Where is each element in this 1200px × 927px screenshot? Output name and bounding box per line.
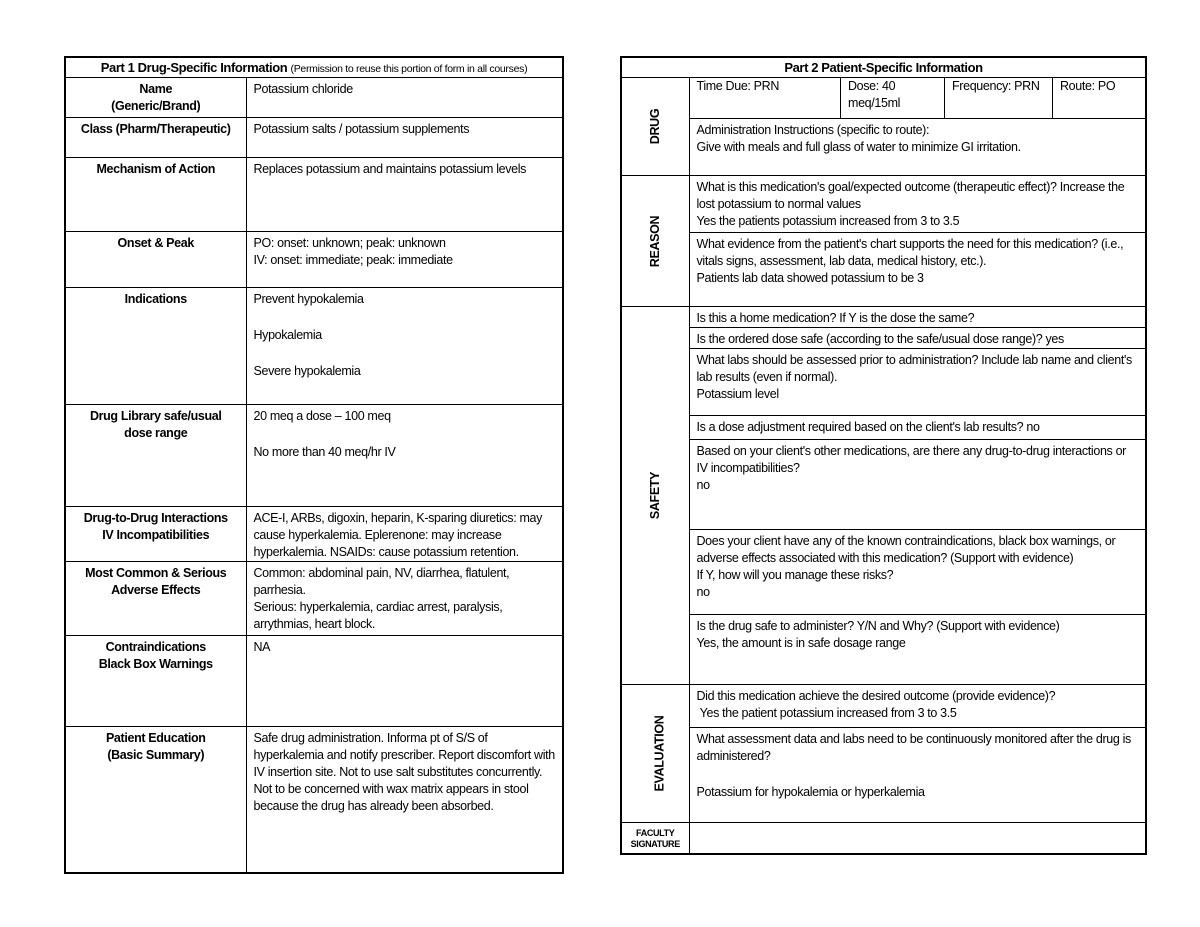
text-line: Is the drug safe to administer? Y/N and Why? (Support with evidence) [696, 619, 1060, 633]
text-line: Potassium for hypokalemia or hyperkalemia [696, 785, 925, 799]
label-class: Class (Pharm/Therapeutic) [65, 118, 246, 158]
home-med-field[interactable]: Is this a home medication? If Y is the dose the same? [689, 307, 1146, 328]
text-line: What labs should be assessed prior to administration? Include lab name and client's lab results (even if normal). [696, 353, 1136, 384]
label-patient-education: Patient Education (Basic Summary) [65, 727, 246, 873]
part1-header [65, 57, 563, 78]
value-interactions[interactable] [246, 507, 563, 562]
text-line: Administration Instructions (specific to route): [696, 123, 930, 137]
outcome-field[interactable] [689, 685, 1146, 728]
text-line: Safe drug administration. Informa pt of S/S of hyperkalemia and notify prescriber. Report discomfort with IV insertion site. Not to use salt substitutes concurrently. Not to be concerned with wax matrix appears in stool because the drug has already been absorbed. [253, 731, 558, 813]
frequency-field[interactable]: Frequency: PRN [945, 78, 1053, 118]
value-contraindications[interactable] [246, 636, 563, 727]
part1-title: Part 1 Drug-Specific Information [100, 60, 288, 75]
text-line: NA [253, 640, 271, 654]
faculty-signature-label: FACULTY SIGNATURE [621, 823, 689, 854]
text-line: Based on your client's other medications, are there any drug-to-drug interactions or IV incompatibilities? [696, 444, 1130, 475]
value-class[interactable] [246, 118, 563, 158]
labs-field[interactable] [689, 349, 1146, 416]
text-line: Yes, the amount is in safe dosage range [696, 636, 906, 650]
label-mechanism: Mechanism of Action [65, 158, 246, 232]
text-line: Yes the patients potassium increased from 3 to 3.5 [696, 214, 960, 228]
contraindications-field[interactable] [689, 530, 1146, 615]
text-line: Serious: hyperkalemia, cardiac arrest, paralysis, arrythmias, heart block. [253, 600, 506, 631]
text-line [697, 765, 1139, 784]
text-line: no [696, 585, 710, 599]
label-onset-peak: Onset & Peak [65, 232, 246, 288]
text-line: Yes the patient potassium increased from 3 to 3.5 [696, 706, 957, 720]
text-line: What evidence from the patient's chart supports the need for this medication? (i.e., vitals signs, assessment, lab data, medical history, etc.). [696, 237, 1127, 268]
text-line [254, 308, 556, 327]
text-line: Replaces potassium and maintains potassium levels [253, 162, 527, 176]
route-field[interactable]: Route: PO [1060, 79, 1116, 93]
dose-safe-field[interactable]: Is the ordered dose safe (according to the safe/usual dose range)? yes [689, 328, 1146, 349]
text-line: Did this medication achieve the desired outcome (provide evidence)? [696, 689, 1056, 703]
part1-table [64, 56, 564, 874]
label-indications: Indications [65, 288, 246, 405]
value-adverse-effects[interactable] [246, 562, 563, 636]
label-interactions: Drug-to-Drug Interactions IV Incompatibilities [65, 507, 246, 562]
text-line: What is this medication's goal/expected outcome (therapeutic effect)? Increase the lost potassium to normal values [696, 180, 1128, 211]
text-line: Severe hypokalemia [253, 364, 361, 378]
value-name[interactable] [246, 78, 563, 118]
part1-permission: (Permission to reuse this portion of form in all courses) [290, 63, 528, 75]
value-patient-education[interactable] [246, 727, 563, 873]
text-line: Potassium chloride [253, 82, 353, 96]
evidence-field[interactable] [689, 233, 1146, 307]
text-line: What assessment data and labs need to be continuously monitored after the drug is administered? [696, 732, 1135, 763]
time-due-field[interactable]: Time Due: PRN [690, 78, 841, 118]
interactions-field[interactable] [689, 440, 1146, 530]
text-line: Give with meals and full glass of water to minimize GI irritation. [696, 140, 1021, 154]
admin-instructions-field[interactable] [689, 119, 1146, 176]
part2-table [620, 56, 1147, 855]
label-name: Name (Generic/Brand) [65, 78, 246, 118]
monitor-field[interactable] [689, 728, 1146, 823]
safe-administer-field[interactable] [689, 615, 1146, 685]
part2-title: Part 2 Patient-Specific Information [621, 57, 1146, 78]
text-line: Potassium level [696, 387, 779, 401]
text-line: ACE-I, ARBs, digoxin, heparin, K-sparing diuretics: may cause hyperkalemia. Eplerenone: may increase hyperkalemia. NSAIDs: cause potassium retention. [253, 511, 546, 559]
text-line [254, 344, 556, 363]
text-line: Potassium salts / potassium supplements [253, 122, 470, 136]
label-adverse-effects: Most Common & Serious Adverse Effects [65, 562, 246, 636]
text-line: Hypokalemia [253, 328, 322, 342]
value-mechanism[interactable] [246, 158, 563, 232]
label-dose-range: Drug Library safe/usual dose range [65, 405, 246, 507]
text-line: If Y, how will you manage these risks? [696, 568, 894, 582]
dose-field[interactable]: Dose: 40 meq/15ml [841, 78, 945, 118]
section-evaluation: EVALUATION [621, 685, 689, 823]
text-line: IV: onset: immediate; peak: immediate [253, 253, 453, 267]
text-line: No more than 40 meq/hr IV [253, 445, 396, 459]
text-line: Patients lab data showed potassium to be 3 [696, 271, 924, 285]
text-line: PO: onset: unknown; peak: unknown [253, 236, 446, 250]
text-line: 20 meq a dose – 100 meq [253, 409, 391, 423]
faculty-signature-field[interactable] [689, 823, 1146, 854]
text-line: Common: abdominal pain, NV, diarrhea, flatulent, parrhesia. [253, 566, 513, 597]
section-drug: DRUG [621, 78, 689, 176]
drug-info-row [689, 78, 1146, 119]
text-line: no [696, 478, 710, 492]
section-reason: REASON [621, 176, 689, 307]
value-indications[interactable] [246, 288, 563, 405]
text-line: Does your client have any of the known contraindications, black box warnings, or adverse effects associated with this medication? (Support with evidence) [696, 534, 1119, 565]
section-safety: SAFETY [621, 307, 689, 685]
label-contraindications: Contraindications Black Box Warnings [65, 636, 246, 727]
dose-adjust-field[interactable]: Is a dose adjustment required based on the client's lab results? no [689, 416, 1146, 440]
goal-field[interactable] [689, 176, 1146, 233]
value-onset-peak[interactable] [246, 232, 563, 288]
value-dose-range[interactable] [246, 405, 563, 507]
text-line [254, 425, 556, 444]
text-line: Prevent hypokalemia [253, 292, 364, 306]
